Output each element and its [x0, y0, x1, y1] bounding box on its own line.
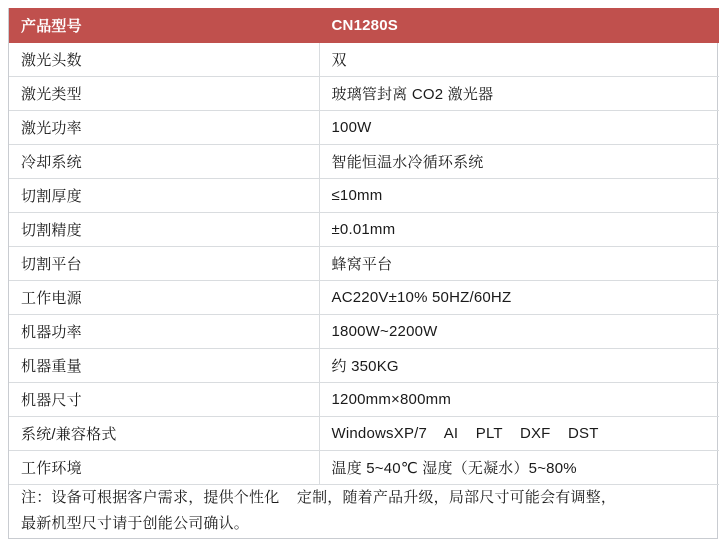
row-label: 激光头数 [9, 43, 319, 77]
row-label: 激光类型 [9, 77, 319, 111]
row-value: ±0.01mm [319, 213, 719, 247]
row-value: 约 350KG [319, 349, 719, 383]
row-value: WindowsXP/7 AI PLT DXF DST [319, 417, 719, 451]
table-row [9, 451, 719, 485]
row-label: 机器功率 [9, 315, 319, 349]
table-row [9, 383, 719, 417]
row-label: 切割厚度 [9, 179, 319, 213]
table-row [9, 111, 719, 145]
table-row [9, 179, 719, 213]
row-value: 1200mm×800mm [319, 383, 719, 417]
table-row [9, 145, 719, 179]
table-row [9, 417, 719, 451]
note-line-1: 注：设备可根据客户需求，提供个性化 定制，随着产品升级，局部尺寸可能会有调整， [21, 489, 617, 506]
table-row [9, 315, 719, 349]
header-label-cell: 产品型号 [9, 8, 319, 43]
table-row [9, 43, 719, 77]
header-value-cell: CN1280S [319, 8, 719, 43]
row-label: 激光功率 [9, 111, 319, 145]
table-row [9, 213, 719, 247]
row-label: 机器尺寸 [9, 383, 319, 417]
row-value: AC220V±10% 50HZ/60HZ [319, 281, 719, 315]
row-label: 工作环境 [9, 451, 319, 485]
row-value: 1800W~2200W [319, 315, 719, 349]
row-value: 智能恒温水冷循环系统 [319, 145, 719, 179]
row-value: 蜂窝平台 [319, 247, 719, 281]
row-label: 冷却系统 [9, 145, 319, 179]
row-value: 温度 5~40℃ 湿度（无凝水）5~80% [319, 451, 719, 485]
row-value: 100W [319, 111, 719, 145]
table-header-row [9, 8, 719, 43]
table-row [9, 247, 719, 281]
row-label: 系统/兼容格式 [9, 417, 319, 451]
specification-table [9, 8, 719, 538]
row-value: 玻璃管封离 CO2 激光器 [319, 77, 719, 111]
note-line-2: 最新机型尺寸请于创能公司确认。 [21, 515, 250, 533]
table-row [9, 349, 719, 383]
table-row [9, 281, 719, 315]
table-row [9, 77, 719, 111]
table-note-row [9, 485, 719, 538]
specification-table-container [8, 8, 718, 539]
row-label: 工作电源 [9, 281, 319, 315]
row-label: 切割平台 [9, 247, 319, 281]
row-value: ≤10mm [319, 179, 719, 213]
row-label: 机器重量 [9, 349, 319, 383]
note-cell [9, 485, 719, 538]
row-label: 切割精度 [9, 213, 319, 247]
row-value: 双 [319, 43, 719, 77]
